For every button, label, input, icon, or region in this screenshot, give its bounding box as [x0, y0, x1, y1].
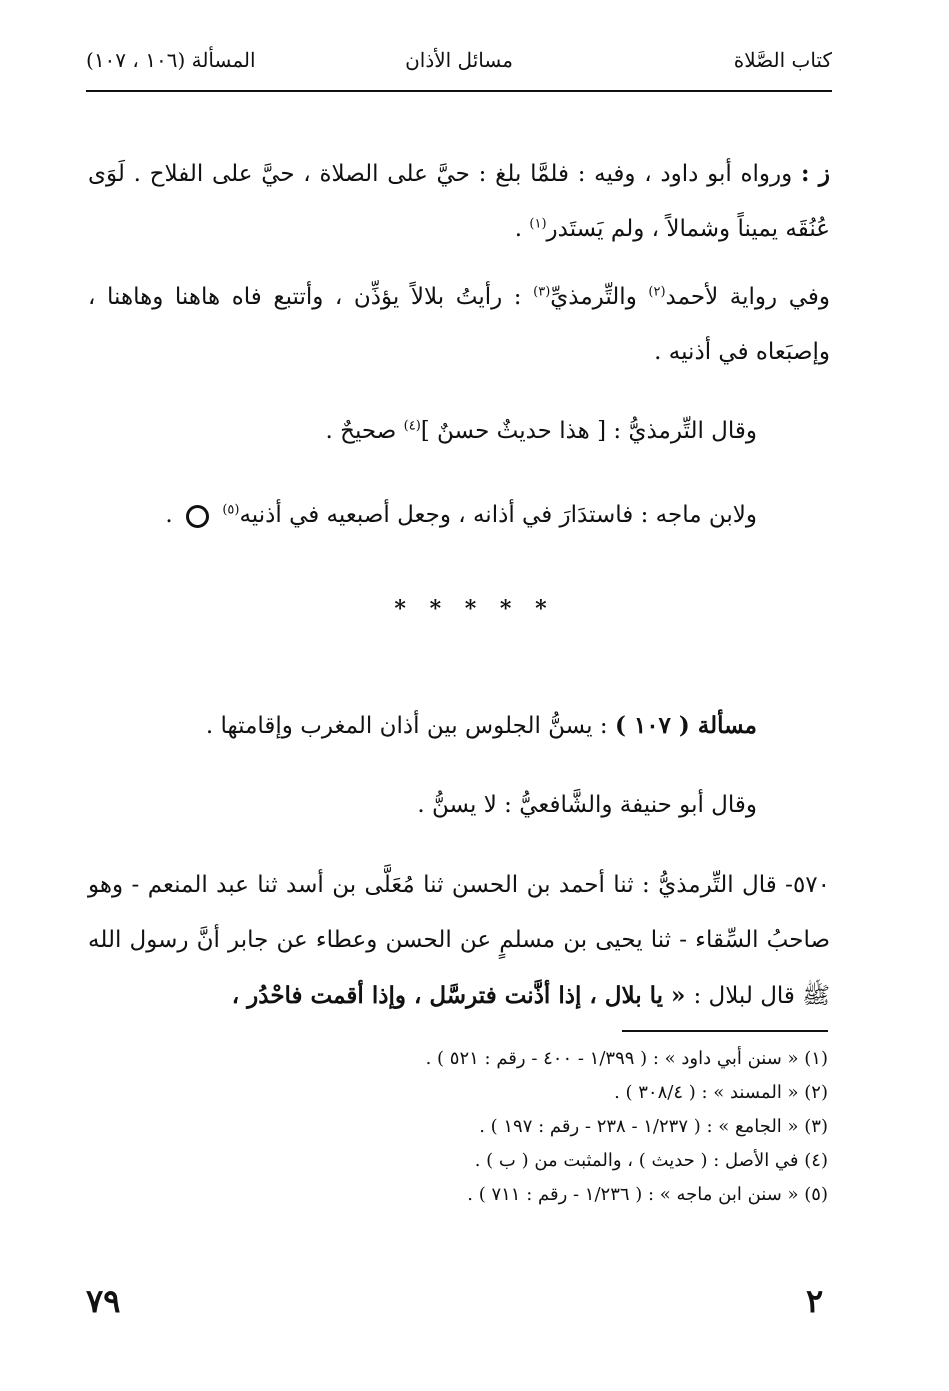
paragraph-issue-107: مسألة ( ١٠٧ ) : يسنُّ الجلوس بين أذان المغرب وإقامتها .: [205, 712, 757, 739]
paragraph-ahmad-tirmidhi: وفي رواية لأحمد$^{(٢)}$ والتِّرمذيِّ$^{(٣)}$ : رأيتُ بلالاً يؤذِّن ، وأتتبع فاه هاهنا وهاهنا ، وإصبَعاه في أذنيه .: [88, 284, 830, 365]
header-chapter-title: مسائل الأذان: [405, 48, 513, 72]
paragraph-hadith-570: ٥٧٠- قال التِّرمذيُّ : ثنا أحمد بن الحسن ثنا مُعَلَّى بن أسد ثنا عبد المنعم - وهو صاحبُ السِّقاء - ثنا يحيى بن مسلمٍ عن الحسن وعطاء عن جابر أنَّ رسول الله ﷺ قال لبلال : « يا بلال ، إذا أذَّنت فترسَّل ، وإذا أقمت فاحْدُر ،: [88, 872, 830, 1009]
footnote-3: (٣) « الجامع » : ( ١/٢٣٧ - ٢٣٨ - رقم : ١٩٧ ) .: [479, 1116, 828, 1137]
footnote-ref-3: (٣): [533, 284, 551, 300]
page-number: ٧٩: [86, 1282, 121, 1320]
footnote-divider: [622, 1030, 828, 1032]
footnote-ref-1: (١): [529, 216, 547, 232]
paragraph-text: ورواه أبو داود ، وفيه : فلمَّا بلغ : حيَّ على الصلاة ، حيَّ على الفلاح . لَوَى عُنُقَه يميناً وشمالاً ، ولم يَستَدر: [88, 161, 830, 242]
hadith-quote: « يا بلال ، إذا أذَّنت فترسَّل ، وإذا أقمت فاحْدُر ،: [231, 982, 694, 1009]
header-issue-numbers: المسألة (١٠٦ ، ١٠٧): [86, 48, 256, 72]
paragraph-tirmidhi-grading: وقال التِّرمذيُّ : [ هذا حديثٌ حسنٌ ]$^{(٤)}$ صحيحٌ .: [325, 418, 757, 444]
paragraph-ibn-majah: ولابن ماجه : فاستدَارَ في أذانه ، وجعل أصبعيه في أذنيه$^{(٥)}$ .: [165, 502, 757, 528]
paragraph-abu-hanifa: وقال أبو حنيفة والشَّافعيُّ : لا يسنُّ .: [417, 792, 757, 818]
section-end-circle-icon: [186, 505, 209, 528]
footnote-1: (١) « سنن أبي داود » : ( ١/٣٩٩ - ٤٠٠ - رقم : ٥٢١ ) .: [425, 1048, 828, 1069]
footnotes: [188, 1042, 828, 1212]
issue-label: مسألة ( ١٠٧ ): [614, 712, 757, 739]
footnote-4: (٤) في الأصل : ( حديث ) ، والمثبت من ( ب ) .: [474, 1150, 828, 1171]
footnote-ref-4: (٤): [403, 418, 421, 434]
volume-number: ٢: [806, 1282, 824, 1320]
footnote-ref-2: (٢): [648, 284, 666, 300]
footnote-2: (٢) « المسند » : ( ٣٠٨/٤ ) .: [614, 1082, 828, 1103]
running-header: [86, 40, 832, 84]
section-separator: * * * * *: [394, 596, 555, 622]
footnote-ref-5: (٥): [222, 502, 240, 518]
footnote-5: (٥) « سنن ابن ماجه » : ( ١/٢٣٦ - رقم : ٧١١ ) .: [467, 1184, 828, 1205]
header-book-title: كتاب الصَّلاة: [733, 48, 832, 72]
paragraph-label: ز :: [801, 160, 831, 187]
header-divider: [86, 90, 832, 92]
paragraph-abu-dawud: ز : ورواه أبو داود ، وفيه : فلمَّا بلغ : حيَّ على الصلاة ، حيَّ على الفلاح . لَوَى عُنُقَه يميناً وشمالاً ، ولم يَستَدر$^{(١)}$ .: [88, 160, 831, 242]
